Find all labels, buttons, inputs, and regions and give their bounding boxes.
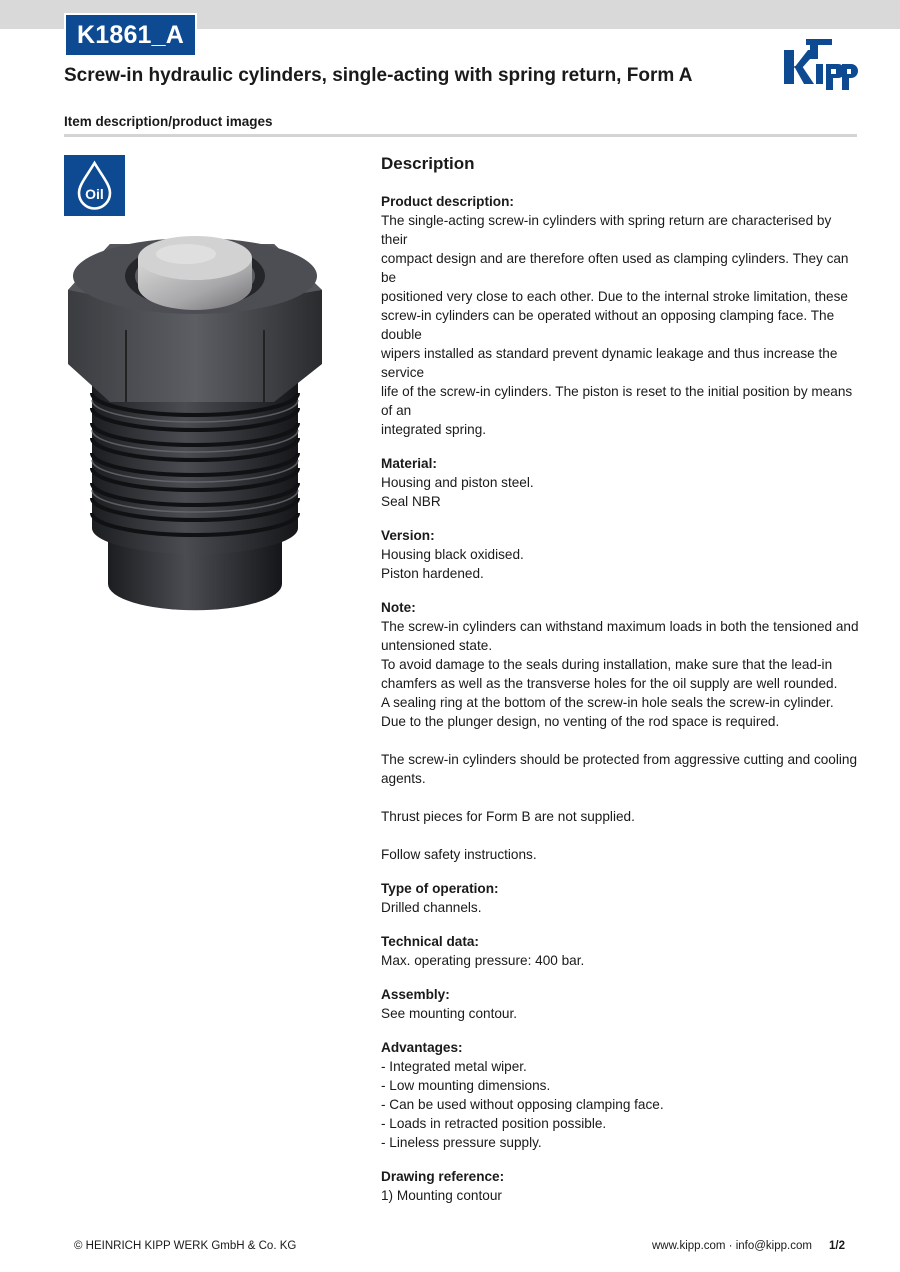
list-item: - Low mounting dimensions. [381, 1078, 551, 1093]
text-line: Housing black oxidised. [381, 547, 524, 562]
section-label: Item description/product images [64, 114, 273, 129]
text-line: Max. operating pressure: 400 bar. [381, 953, 585, 968]
oil-badge [64, 155, 125, 216]
section-divider [64, 134, 857, 137]
text-line: The single-acting screw-in cylinders with spring return are characterised by their [381, 213, 832, 247]
text-line: Due to the plunger design, no venting of the rod space is required. [381, 714, 780, 729]
material-label: Material: [381, 456, 437, 471]
text-line: 1) Mounting contour [381, 1188, 502, 1203]
text-line: Thrust pieces for Form B are not supplied. [381, 809, 635, 824]
text-line: A sealing ring at the bottom of the screw-in hole seals the screw-in cylinder. [381, 695, 834, 710]
oil-label: Oil [85, 186, 104, 202]
product-description-block [381, 192, 861, 439]
drawing-reference-block [381, 1167, 861, 1205]
page-title: Screw-in hydraulic cylinders, single-acting with spring return, Form A [64, 65, 693, 86]
description-column [381, 152, 861, 1220]
note-block [381, 598, 861, 864]
text-line: positioned very close to each other. Due to the internal stroke limitation, these [381, 289, 848, 304]
text-line: The screw-in cylinders can withstand maximum loads in both the tensioned and [381, 619, 859, 634]
text-line: To avoid damage to the seals during installation, make sure that the lead-in [381, 657, 833, 672]
item-code-badge: K1861_A [64, 13, 197, 57]
note-label: Note: [381, 600, 416, 615]
kipp-logo [784, 38, 858, 92]
assembly-block [381, 985, 861, 1023]
description-heading: Description [381, 154, 475, 173]
text-line: Seal NBR [381, 494, 441, 509]
product-image [60, 228, 328, 618]
list-item: - Loads in retracted position possible. [381, 1116, 607, 1131]
drawing-reference-label: Drawing reference: [381, 1169, 505, 1184]
text-line: compact design and are therefore often used as clamping cylinders. They can be [381, 251, 849, 285]
text-line: See mounting contour. [381, 1006, 518, 1021]
footer-copyright: © HEINRICH KIPP WERK GmbH & Co. KG [74, 1240, 297, 1252]
assembly-label: Assembly: [381, 987, 450, 1002]
text-line: chamfers as well as the transverse holes for the oil supply are well rounded. [381, 676, 838, 691]
technical-data-block [381, 932, 861, 970]
version-label: Version: [381, 528, 435, 543]
text-line: agents. [381, 771, 426, 786]
text-line: screw-in cylinders can be operated without an opposing clamping face. The double [381, 308, 835, 342]
list-item: - Can be used without opposing clamping face. [381, 1097, 664, 1112]
text-line: Follow safety instructions. [381, 847, 537, 862]
material-block [381, 454, 861, 511]
text-line: Housing and piston steel. [381, 475, 534, 490]
footer-contact: www.kipp.com · info@kipp.com [652, 1240, 812, 1252]
text-line: wipers installed as standard prevent dynamic leakage and thus increase the service [381, 346, 838, 380]
version-block [381, 526, 861, 583]
text-line: Piston hardened. [381, 566, 484, 581]
page-number: 1/2 [829, 1240, 845, 1252]
text-line: untensioned state. [381, 638, 493, 653]
list-item: - Lineless pressure supply. [381, 1135, 542, 1150]
advantages-block [381, 1038, 861, 1152]
advantages-label: Advantages: [381, 1040, 463, 1055]
text-line: life of the screw-in cylinders. The piston is reset to the initial position by means of an [381, 384, 853, 418]
oil-drop-icon [64, 155, 125, 216]
type-of-operation-block [381, 879, 861, 917]
text-line: Drilled channels. [381, 900, 482, 915]
text-line: integrated spring. [381, 422, 487, 437]
type-of-operation-label: Type of operation: [381, 881, 499, 896]
technical-data-label: Technical data: [381, 934, 479, 949]
product-description-label: Product description: [381, 194, 514, 209]
text-line: The screw-in cylinders should be protected from aggressive cutting and cooling [381, 752, 858, 767]
list-item: - Integrated metal wiper. [381, 1059, 527, 1074]
